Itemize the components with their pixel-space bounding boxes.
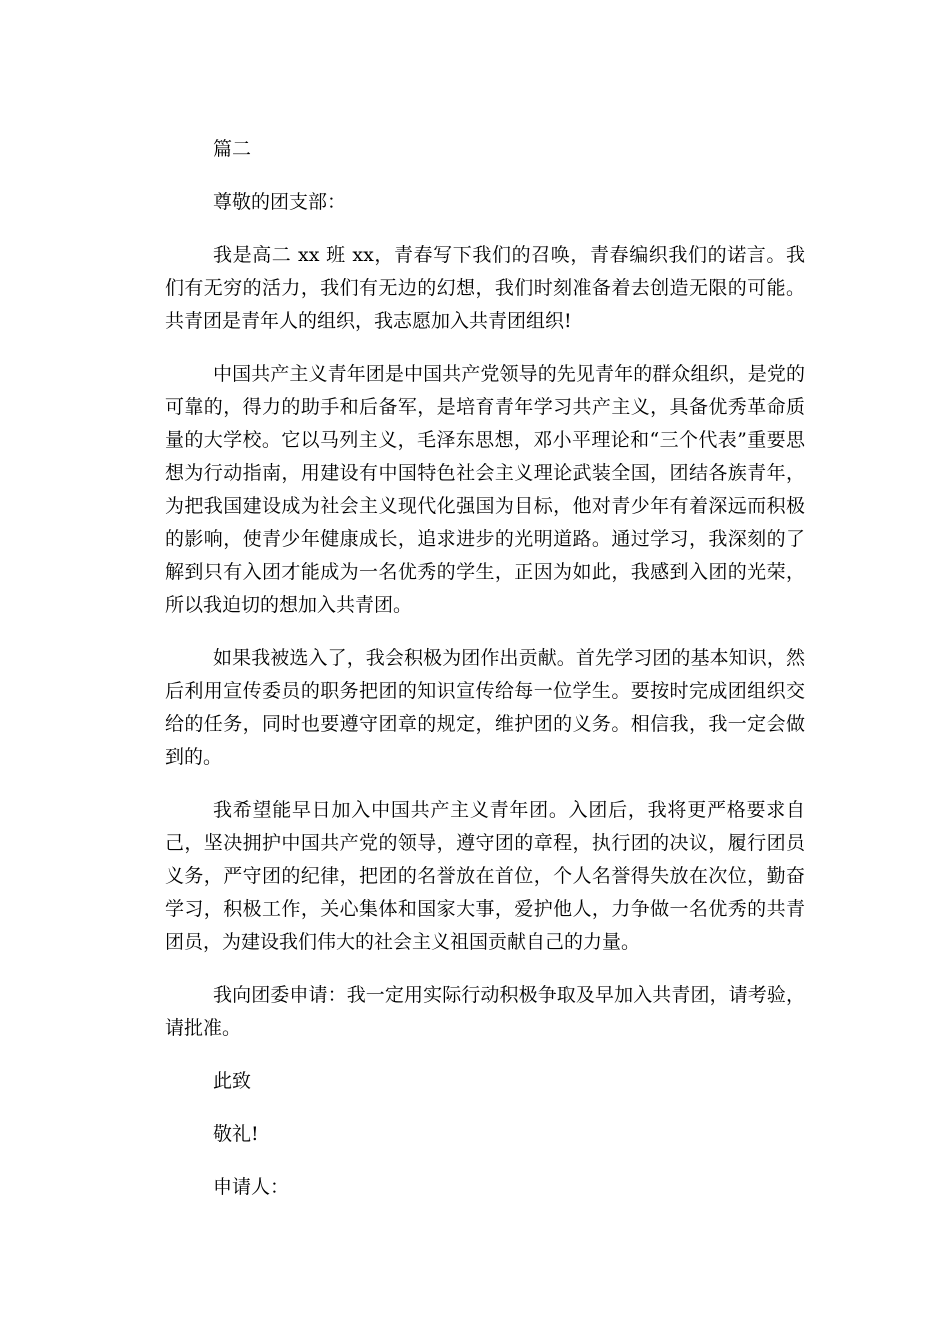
closing-line-2: 敬礼! xyxy=(213,1123,259,1145)
closing-line-1: 此致 xyxy=(213,1070,252,1092)
paragraph-4: 我希望能早日加入中国共产主义青年团。入团后，我将更严格要求自己，坚决拥护中国共产党的领导，遵守团的章程，执行团的决议，履行团员义务，严守团的纪律，把团的名誉放在首位，个人名誉得失放在次位，勤奋学习，积极工作，关心集体和国家大事，爱护他人，力争做一名优秀的共青团员，为建设我们伟大的社会主义祖国贡献自己的力量。 xyxy=(165,799,805,953)
letter-body xyxy=(165,133,805,1204)
paragraph-2: 中国共产主义青年团是中国共产党领导的先见青年的群众组织，是党的可靠的，得力的助手和后备军，是培育青年学习共产主义，具备优秀革命质量的大学校。它以马列主义，毛泽东思想，邓小平理论和“三个代表”重要思想为行动指南，用建设有中国特色社会主义理论武装全国，团结各族青年，为把我国建设成为社会主义现代化强国为目标，他对青少年有着深远而积极的影响，使青少年健康成长，追求进步的光明道路。通过学习，我深刻的了解到只有入团才能成为一名优秀的学生，正因为如此，我感到入团的光荣，所以我迫切的想加入共青团。 xyxy=(165,363,805,616)
paragraph-1: 我是高二 xx 班 xx，青春写下我们的召唤，青春编织我们的诺言。我们有无穷的活力，我们有无边的幻想，我们时刻准备着去创造无限的可能。共青团是青年人的组织，我志愿加入共青团组织! xyxy=(165,244,805,332)
salutation: 尊敬的团支部： xyxy=(213,191,347,213)
paragraph-5: 我向团委申请：我一定用实际行动积极争取及早加入共青团，请考验，请批准。 xyxy=(165,984,805,1039)
signature-label: 申请人： xyxy=(213,1176,290,1198)
paragraph-3: 如果我被选入了，我会积极为团作出贡献。首先学习团的基本知识，然后利用宣传委员的职务把团的知识宣传给每一位学生。要按时完成团组织交给的任务，同时也要遵守团章的规定，维护团的义务。相信我，我一定会做到的。 xyxy=(165,647,805,768)
section-title: 篇二 xyxy=(213,138,252,160)
